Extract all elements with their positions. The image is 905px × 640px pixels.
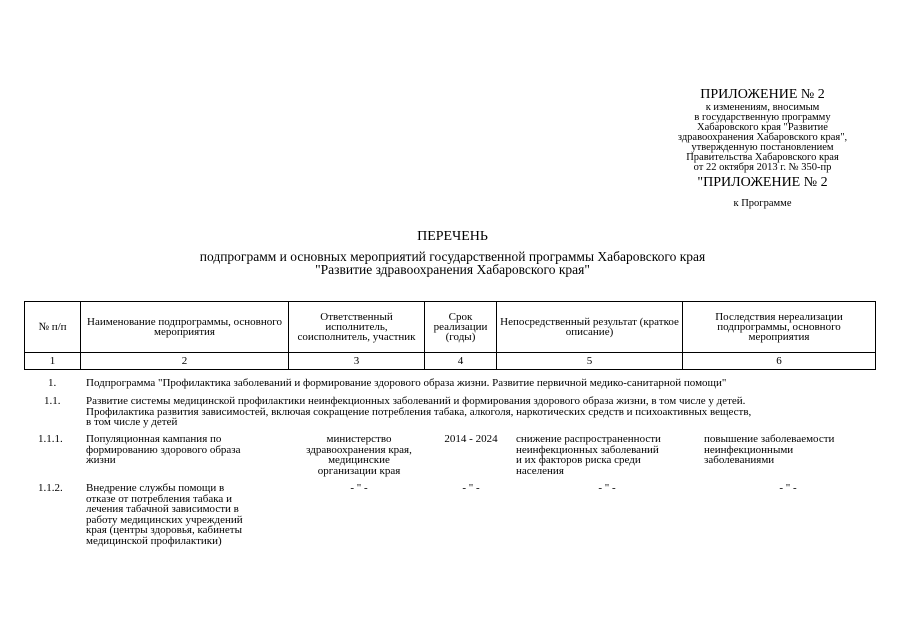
appendix-second-title: "ПРИЛОЖЕНИЕ № 2: [697, 175, 828, 190]
appendix-line: Хабаровского края "Развитие: [697, 122, 828, 133]
measure-name-line: медицинской профилактики): [86, 534, 222, 547]
measure-consequence: [704, 434, 874, 466]
measure-result-line: снижение распространенности: [516, 433, 661, 445]
document-title: ПЕРЕЧЕНЬ: [417, 229, 488, 244]
measure-executor: - " -: [350, 482, 368, 494]
measure-name: [86, 483, 291, 546]
column-number: 4: [425, 353, 497, 370]
column-number: 2: [81, 353, 289, 370]
header-cell-name: Наименование подпрограммы, основного мероприятия: [81, 302, 289, 353]
measure-consequence-line: неинфекционными: [704, 443, 794, 456]
row-number: 1.1.1.: [38, 433, 63, 445]
column-number: 3: [289, 353, 425, 370]
document-subtitle-line2: "Развитие здравоохранения Хабаровского края": [315, 262, 590, 277]
appendix-line: здравоохранения Хабаровского края",: [677, 132, 848, 143]
measure-result-line: и их факторов риска среди: [516, 454, 641, 466]
header-table: [24, 301, 876, 370]
measure-result-line: неинфекционных заболеваний: [516, 443, 659, 456]
activity-description-line: Профилактика развития зависимостей, включая сокращение потребления табака, алкоголя, наркотических средств и психоактивных веществ,: [86, 405, 752, 418]
measure-consequence: - " -: [779, 482, 797, 494]
header-cell-executor: Ответственный исполнитель, соисполнитель, участник: [289, 302, 425, 353]
row-number: 1.1.: [44, 395, 61, 407]
measure-name-line: Популяционная кампания по: [86, 433, 222, 445]
measure-executor-line: министерство: [326, 433, 392, 445]
measure-consequence-line: повышение заболеваемости: [704, 433, 835, 445]
measure-period: 2014 - 2024: [444, 433, 498, 445]
measure-name-line: края (центры здоровья, кабинеты: [86, 524, 242, 536]
header-cell-period: Срок реализации (годы): [425, 302, 497, 353]
measure-name-line: отказе от потребления табака и: [86, 492, 232, 505]
measure-executor: [292, 434, 426, 476]
appendix-line: Правительства Хабаровского края: [686, 152, 839, 163]
appendix-line: к изменениям, вносимым: [705, 102, 820, 113]
measure-name-line: лечения табачной зависимости в: [86, 503, 239, 515]
measure-name: [86, 434, 291, 466]
activity-description-line: в том числе у детей: [86, 416, 178, 428]
appendix-line: утвержденную постановлением: [691, 142, 834, 153]
measure-executor-line: медицинские: [328, 454, 390, 466]
measure-period: - " -: [462, 482, 480, 494]
measure-name-line: формированию здорового образа: [86, 443, 241, 456]
appendix-second-subtitle: к Программе: [733, 198, 792, 209]
measure-result-line: населения: [516, 464, 564, 477]
measure-consequence-line: заболеваниями: [704, 454, 775, 466]
measure-name-line: Внедрение службы помощи в: [86, 482, 225, 494]
measure-executor-line: здравоохранения края,: [306, 443, 412, 456]
measure-executor-line: организации края: [317, 464, 401, 477]
appendix-block: [640, 87, 885, 209]
column-number: 1: [25, 353, 81, 370]
header-cell-num: № п/п: [25, 302, 81, 353]
measure-name-line: работу медицинских учреждений: [86, 513, 243, 526]
measure-name-line: жизни: [86, 454, 116, 466]
measure-result: [516, 434, 698, 476]
row-number: 1.1.2.: [38, 482, 63, 494]
header-cell-result: Непосредственный результат (краткое описание): [497, 302, 683, 353]
activity-description-line: Развитие системы медицинской профилактики неинфекционных заболеваний и формирования здорового образа жизни, в том числе у детей.: [86, 395, 746, 407]
measure-result: - " -: [598, 482, 616, 494]
document-subtitle-line1: подпрограмм и основных мероприятий государственной программы Хабаровского края: [199, 249, 706, 264]
column-number: 6: [683, 353, 876, 370]
column-number: 5: [497, 353, 683, 370]
appendix-line: в государственную программу: [694, 112, 831, 123]
appendix-title: ПРИЛОЖЕНИЕ № 2: [700, 87, 825, 102]
row-number: 1.: [48, 377, 57, 389]
header-cell-consequence: Последствия нереализации подпрограммы, основного мероприятия: [683, 302, 876, 353]
subprogram-title: Подпрограмма "Профилактика заболеваний и формирование здорового образа жизни. Развитие первичной медико-санитарной помощи": [86, 377, 727, 389]
activity-description: [86, 396, 876, 428]
appendix-line: от 22 октября 2013 г. № 350-пр: [693, 162, 832, 173]
